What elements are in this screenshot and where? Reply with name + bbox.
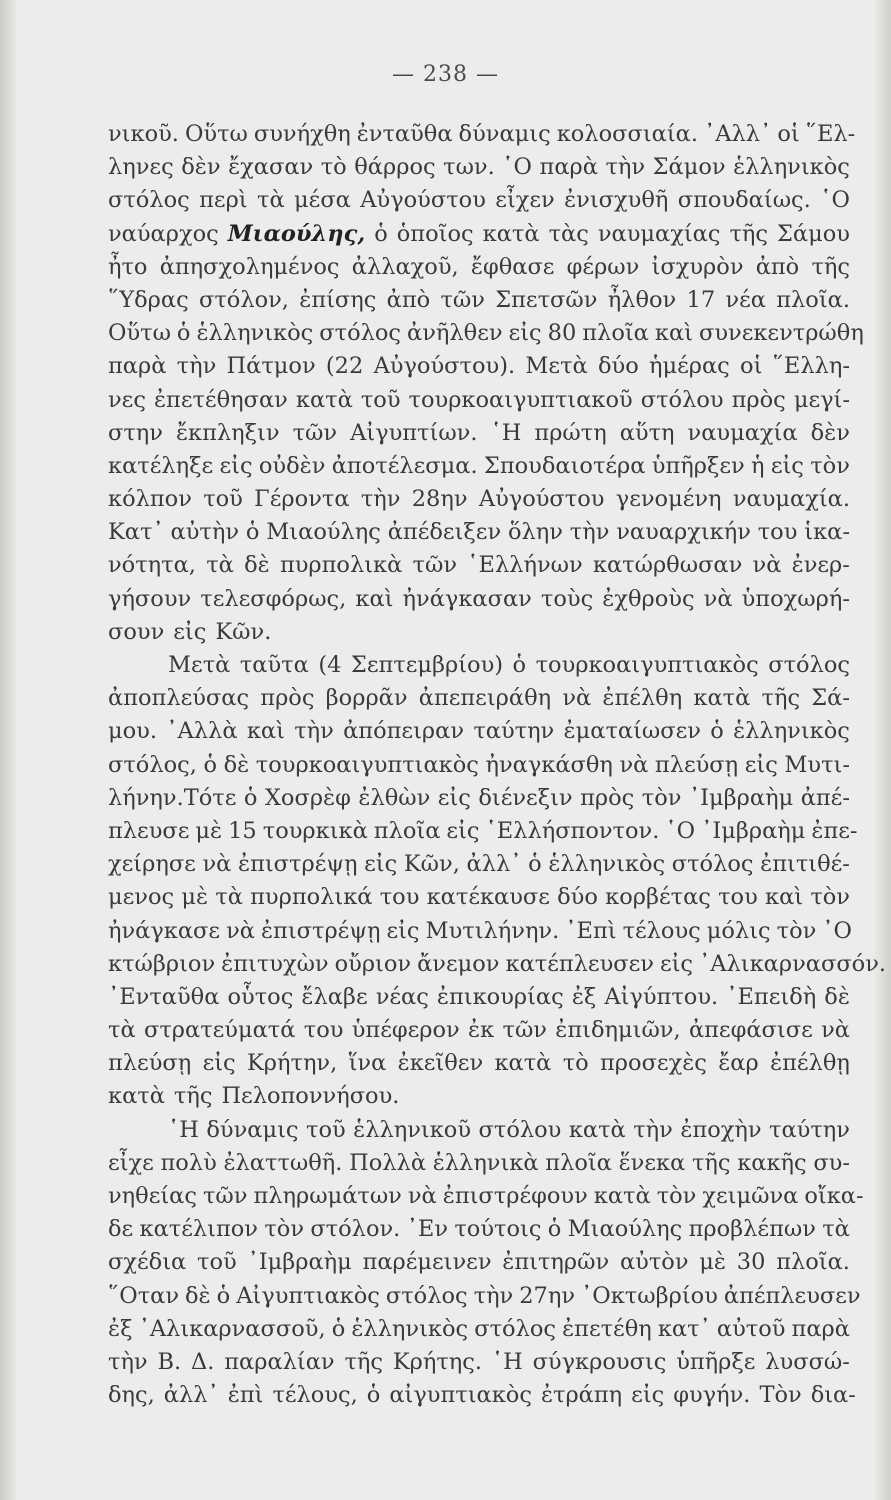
text-line: στόλος, ὁ δὲ τουρκοαιγυπτιακὸς ἠναγκάσθη νὰ πλεύσῃ εἰς Μυτι- [108, 751, 850, 778]
text-line: παρὰ τὴν Πάτμον (22 Αὐγούστου). Μετὰ δύο ἡμέρας οἱ ῞Ελλη- [108, 353, 850, 380]
text-line: σχέδια τοῦ ᾿Ιμβραὴμ παρέμεινεν ἐπιτηρῶν αὐτὸν μὲ 30 πλοῖα. [108, 1249, 850, 1276]
text-line: κτώβριον ἐπιτυχὼν οὔριον ἄνεμον κατέπλευσεν εἰς ᾿Αλικαρνασσόν. [108, 950, 887, 977]
text-line: ἦτο ἀπησχολημένος ἀλλαχοῦ, ἔφθασε φέρων ἰσχυρὸν ἀπὸ τῆς [108, 253, 850, 280]
text-line: ἀποπλεύσας πρὸς βορρᾶν ἀπεπειράθη νὰ ἐπέλθη κατὰ τῆς Σά- [108, 685, 850, 712]
text-line: κατὰ τῆς Πελοποννήσου. [108, 1083, 400, 1110]
page-shadow-right [873, 0, 891, 1500]
page-shadow-left [0, 0, 18, 1500]
text-line: Οὕτω ὁ ἑλληνικὸς στόλος ἀνῆλθεν εἰς 80 πλοῖα καὶ συνεκεντρώθη [108, 320, 864, 347]
text-line: δης, ἀλλ᾿ ἐπὶ τέλους, ὁ αἰγυπτιακὸς ἐτράπη εἰς φυγήν. Τὸν δια- [108, 1382, 856, 1409]
text-line: ἐξ ᾿Αλικαρνασσοῦ, ὁ ἑλληνικὸς στόλος ἐπετέθη κατ᾿ αὐτοῦ παρὰ [108, 1315, 850, 1342]
text-line: ᾿Ενταῦθα οὗτος ἔλαβε νέας ἐπικουρίας ἐξ Αἰγύπτου. ᾿Επειδὴ δὲ [108, 983, 850, 1010]
text-line: γήσουν τελεσφόρως, καὶ ἠνάγκασαν τοὺς ἐχθροὺς νὰ ὑποχωρή- [108, 585, 850, 612]
text-line: ληνες δὲν ἔχασαν τὸ θάρρος των. ῾Ο παρὰ τὴν Σάμον ἑλληνικὸς [108, 154, 850, 181]
paragraph [108, 649, 887, 1114]
text-line: νηθείας τῶν πληρωμάτων νὰ ἐπιστρέφουν κατὰ τὸν χειμῶνα οἴκα- [108, 1183, 864, 1209]
page-number: — 238 — [392, 62, 499, 87]
text-line: στόλος περὶ τὰ μέσα Αὐγούστου εἶχεν ἐνισχυθῆ σπουδαίως. ῾Ο [108, 187, 850, 214]
text-line: ῾Η δύναμις τοῦ ἑλληνικοῦ στόλου κατὰ τὴν ἐποχὴν ταύτην [168, 1116, 850, 1143]
text-line: στην ἔκπληξιν τῶν Αἰγυπτίων. ῾Η πρώτη αὕτη ναυμαχία δὲν [108, 419, 850, 446]
text-line: κατέληξε εἰς οὐδὲν ἀποτέλεσμα. Σπουδαιοτέρα ὑπῆρξεν ἡ εἰς τὸν [108, 452, 850, 479]
text-line: νες ἐπετέθησαν κατὰ τοῦ τουρκοαιγυπτιακοῦ στόλου πρὸς μεγί- [108, 386, 850, 413]
paragraph [108, 118, 864, 649]
text-line: νότητα, τὰ δὲ πυρπολικὰ τῶν ῾Ελλήνων κατώρθωσαν νὰ ἐνερ- [108, 552, 850, 579]
text-line: εἶχε πολὺ ἐλαττωθῆ. Πολλὰ ἑλληνικὰ πλοῖα ἕνεκα τῆς κακῆς συ- [108, 1149, 850, 1176]
text-line: Μετὰ ταῦτα (4 Σεπτεμβρίου) ὁ τουρκοαιγυπτιακὸς στόλος [168, 652, 850, 678]
text-line: χείρησε νὰ ἐπιστρέψῃ εἰς Κῶν, ἀλλ᾿ ὁ ἑλληνικὸς στόλος ἐπιτιθέ- [108, 851, 850, 878]
paragraph [108, 1114, 864, 1413]
text-line: ἠνάγκασε νὰ ἐπιστρέψῃ εἰς Μυτιλήνην. ᾿Επὶ τέλους μόλις τὸν ᾿Ο [108, 917, 852, 944]
text-line: νικοῦ. Οὕτω συνήχθη ἐνταῦθα δύναμις κολοσσιαία. ᾿Αλλ᾿ οἱ ῞Ελ- [108, 121, 856, 147]
text-line: κόλπον τοῦ Γέροντα τὴν 28ην Αὐγούστου γενομένη ναυμαχία. [108, 486, 850, 513]
text-line: τὰ στρατεύματά του ὑπέφερον ἐκ τῶν ἐπιδημιῶν, ἀπεφάσισε νὰ [108, 1017, 850, 1044]
body-text [108, 118, 887, 1412]
text-line: σουν εἰς Κῶν. [108, 618, 272, 645]
text-line: μενος μὲ τὰ πυρπολικά του κατέκαυσε δύο κορβέτας του καὶ τὸν [108, 884, 850, 911]
text-line: ῞Οταν δὲ ὁ Αἰγυπτιακὸς στόλος τὴν 27ην ᾿Οκτωβρίου ἀπέπλευσεν [108, 1282, 861, 1309]
text-line: πλεύσῃ εἰς Κρήτην, ἵνα ἐκεῖθεν κατὰ τὸ προσεχὲς ἔαρ ἐπέλθῃ [108, 1050, 850, 1077]
text-line: ναύαρχος Μιαούλης, ὁ ὁποῖος κατὰ τὰς ναυμαχίας τῆς Σάμου [108, 220, 850, 247]
text-line: Κατ᾿ αὐτὴν ὁ Μιαούλης ἀπέδειξεν ὅλην τὴν ναυαρχικήν του ἱκα- [108, 519, 850, 546]
text-line: πλευσε μὲ 15 τουρκικὰ πλοῖα εἰς ῾Ελλήσποντον. ῾Ο ᾿Ιμβραὴμ ἐπε- [108, 817, 858, 844]
text-line: δε κατέλιπον τὸν στόλον. ᾿Εν τούτοις ὁ Μιαούλης προβλέπων τὰ [108, 1216, 850, 1243]
text-line: μου. ᾿Αλλὰ καὶ τὴν ἀπόπειραν ταύτην ἐματαίωσεν ὁ ἑλληνικὸς [108, 718, 850, 745]
text-line: λήνην.Τότε ὁ Χοσρὲφ ἐλθὼν εἰς διένεξιν πρὸς τὸν ᾿Ιμβραὴμ ἀπέ- [108, 784, 850, 811]
text-line: τὴν Β. Δ. παραλίαν τῆς Κρήτης. ῾Η σύγκρουσις ὑπῆρξε λυσσώ- [108, 1348, 850, 1375]
text-line: ῞Υδρας στόλον, ἐπίσης ἀπὸ τῶν Σπετσῶν ἦλθον 17 νέα πλοῖα. [108, 286, 850, 313]
